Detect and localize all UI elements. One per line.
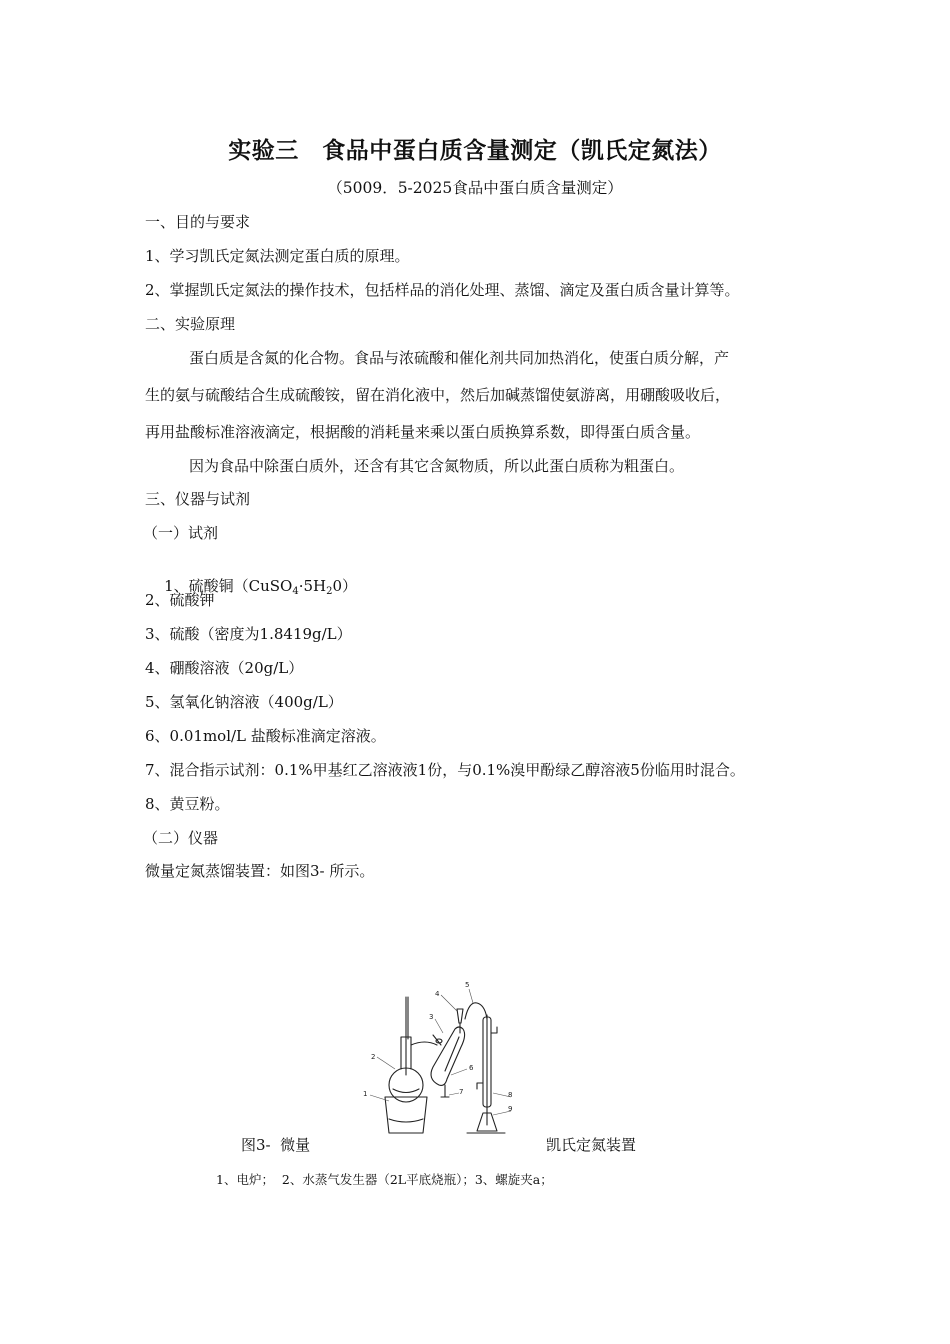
- subsection-apparatus: （二）仪器: [143, 829, 219, 847]
- reagent-item-6: 6、0.01mol/L 盐酸标准滴定溶液。: [145, 727, 386, 745]
- figure-caption-right: 凯氏定氮装置: [546, 1136, 637, 1154]
- figure-label-6: 6: [469, 1064, 474, 1072]
- document-title: 实验三 食品中蛋白质含量测定（凯氏定氮法）: [228, 138, 722, 164]
- reaction-chamber-drawing: [431, 1027, 465, 1085]
- subsection-reagents: （一）试剂: [143, 524, 219, 542]
- purpose-item-2: 2、掌握凯氏定氮法的操作技术，包括样品的消化处理、蒸馏、滴定及蛋白质含量计算等。: [145, 281, 740, 299]
- document-subtitle: （5009．5-2025食品中蛋白质含量测定）: [327, 179, 623, 197]
- reagent-item-8: 8、黄豆粉。: [145, 795, 230, 813]
- principle-line-2: 生的氨与硫酸结合生成硫酸铵，留在消化液中，然后加碱蒸馏使氨游离，用硼酸吸收后，: [145, 386, 731, 404]
- figure-label-2: 2: [371, 1053, 376, 1061]
- figure-legend: 1、电炉； 2、水蒸气发生器（2L平底烧瓶）；3、螺旋夹a；: [216, 1172, 553, 1187]
- figure-label-5: 5: [465, 981, 470, 989]
- funnel-drawing: [457, 1009, 463, 1023]
- reagent-item-4: 4、硼酸溶液（20g/L）: [145, 659, 304, 677]
- figure-label-1: 1: [363, 1090, 368, 1098]
- figure-label-8: 8: [508, 1091, 513, 1099]
- reagent-item-7: 7、混合指示试剂：0.1%甲基红乙溶液液1份，与0.1%溴甲酚绿乙醇溶液5份临用时混合。: [145, 761, 745, 779]
- purpose-item-1: 1、学习凯氏定氮法测定蛋白质的原理。: [145, 247, 410, 265]
- figure-label-7: 7: [459, 1088, 464, 1096]
- section-heading-principle: 二、实验原理: [145, 315, 236, 333]
- kjeldahl-apparatus-figure: [355, 975, 535, 1135]
- principle-line-1: 蛋白质是含氮的化合物。食品与浓硫酸和催化剂共同加热消化，使蛋白质分解，产: [189, 349, 730, 367]
- apparatus-description: 微量定氮蒸馏装置：如图3- 所示。: [145, 862, 375, 880]
- reagent-item-3: 3、硫酸（密度为1.8419g/L）: [145, 625, 352, 643]
- section-heading-purpose: 一、目的与要求: [145, 213, 251, 231]
- figure-number-labels: [363, 981, 512, 1113]
- figure-label-9: 9: [508, 1105, 513, 1113]
- reagent-item-5: 5、氢氧化钠溶液（400g/L）: [145, 693, 343, 711]
- principle-line-3: 再用盐酸标准溶液滴定，根据酸的消耗量来乘以蛋白质换算系数，即得蛋白质含量。: [145, 423, 701, 441]
- section-heading-materials: 三、仪器与试剂: [145, 490, 251, 508]
- principle-para-2: 因为食品中除蛋白质外，还含有其它含氮物质，所以此蛋白质称为粗蛋白。: [189, 457, 685, 475]
- figure-caption-left: 图3- 微量: [241, 1136, 311, 1154]
- reagent-item-1: 1、硫酸铜$(CuSO_4\cdot 5H_20)$: [164, 577, 358, 597]
- reagent-item-2: 2、硫酸钾: [145, 591, 215, 609]
- figure-label-4: 4: [435, 990, 440, 998]
- figure-label-3: 3: [429, 1013, 434, 1021]
